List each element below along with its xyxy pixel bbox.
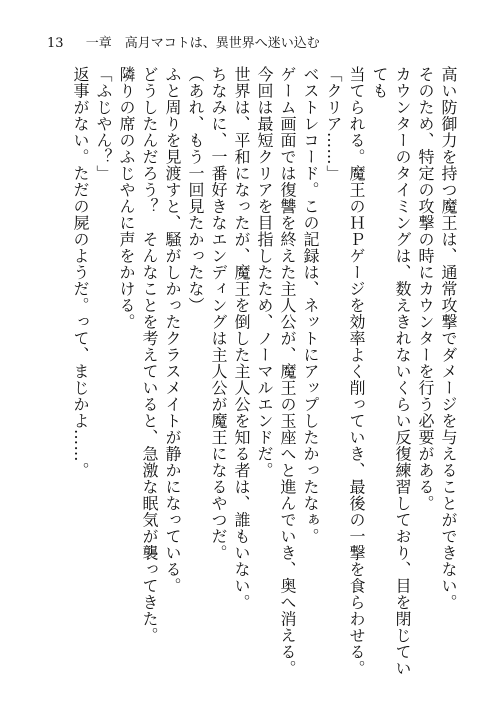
paragraph-9: 世界は、平和になったが、魔王を倒した主人公を知る者は、誰もいない。: [232, 66, 251, 611]
paragraph-3: カウンターのタイミングは、数えきれないくらい反復練習しており、目を閉じていても: [370, 66, 412, 677]
paragraph-6: ベストレコード。この記録は、ネットにアップしたかったなぁ。: [301, 66, 320, 545]
paragraph-4: 当てられる。魔王のＨＰゲージを効率よく削っていき、最後の一撃を食らわせる。: [347, 66, 366, 677]
vertical-body-text: [40, 66, 460, 686]
paragraph-8: 今回は最短クリアを目指したため、ノーマルエンドだ。: [255, 66, 274, 479]
paragraph-5: 「クリア……」: [324, 66, 343, 182]
paragraph-7: ゲーム画面では復讐を終えた主人公が、魔王の玉座へと進んでいき、奥へ消える。: [278, 66, 297, 677]
paragraph-15: 「ふじやん？」: [94, 66, 113, 182]
running-header: [47, 34, 477, 54]
chapter-title: 一章 高月マコトは、異世界へ迷い込む: [85, 36, 320, 51]
paragraph-2: そのため、特定の攻撃の時にカウンターを行う必要がある。: [416, 66, 435, 512]
paragraph-16: 返事がない。ただの屍のようだ。って、まじかよ……。: [71, 66, 90, 479]
paragraph-13: どうしたんだろう？ そんなことを考えていると、急激な眠気が襲ってきた。: [140, 66, 159, 644]
paragraph-11: （あれ、もう一回見たかったな）: [186, 66, 205, 314]
paragraph-12: ふと周りを見渡すと、騒がしかったクラスメイトが静かになっている。: [163, 66, 182, 594]
paragraph-1: 高い防御力を持つ魔王は、通常攻撃でダメージを与えることができない。: [439, 66, 458, 611]
paragraph-10: ちなみに、一番好きなエンディングは主人公が魔王になるやつだ。: [209, 66, 228, 561]
paragraph-14: 隣りの席のふじやんに声をかける。: [117, 66, 136, 330]
page-number: 13: [47, 36, 64, 51]
